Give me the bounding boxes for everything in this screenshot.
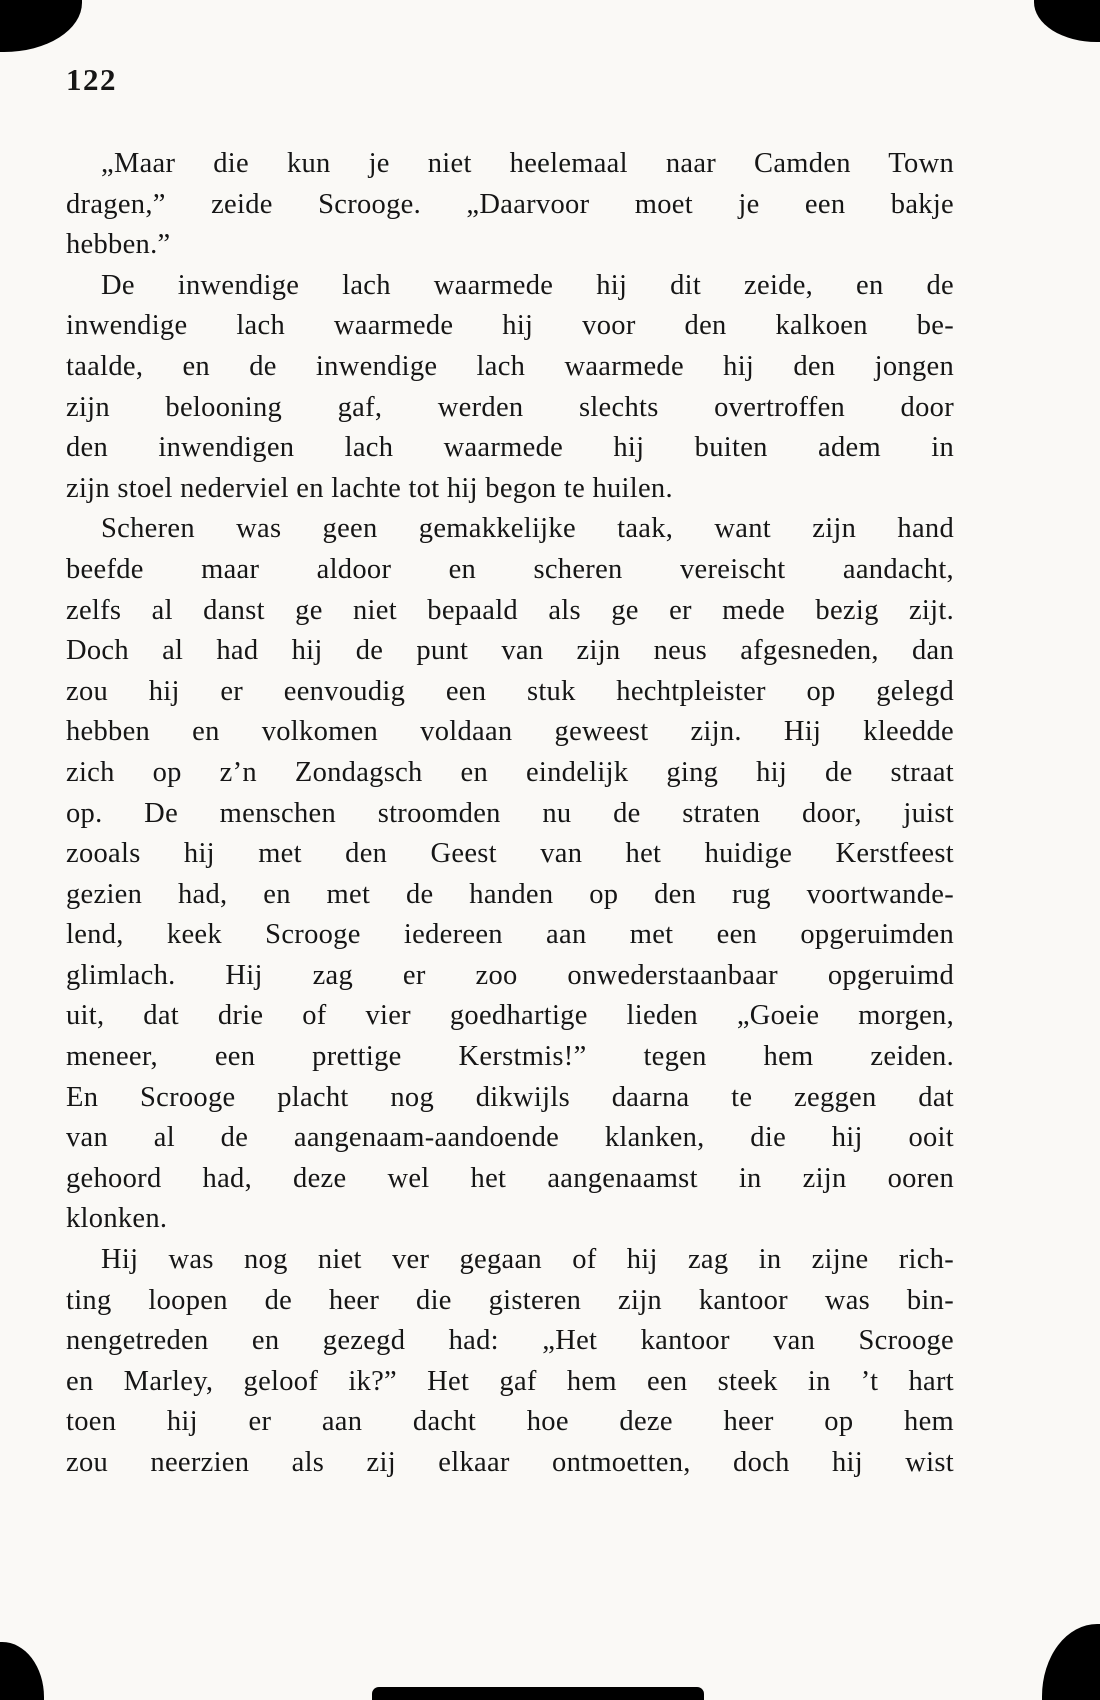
text-line: inwendige lach waarmede hij voor den kalkoen be- [66, 310, 954, 342]
paragraph [66, 144, 954, 266]
text-line: uit, dat drie of vier goedhartige lieden „Goeie morgen, [66, 1000, 954, 1032]
scan-artifact-bottom-right [1042, 1624, 1100, 1700]
text-line: van al de aangenaam-aandoende klanken, die hij ooit [66, 1122, 954, 1154]
paragraph [66, 266, 954, 510]
text-line: Scheren was geen gemakkelijke taak, want zijn hand [101, 513, 954, 545]
text-line: „Maar die kun je niet heelemaal naar Camden Town [101, 148, 954, 179]
text-line: zou neerzien als zij elkaar ontmoetten, doch hij wist [66, 1447, 954, 1478]
text-line: zooals hij met den Geest van het huidige Kerstfeest [66, 838, 954, 870]
page-text [66, 144, 954, 1484]
text-line: zou hij er eenvoudig een stuk hechtpleister op gelegd [66, 675, 954, 707]
text-line: den inwendigen lach waarmede hij buiten adem in [66, 432, 954, 464]
text-line: hebben.” [66, 229, 171, 261]
text-line: zelfs al danst ge niet bepaald als ge er mede bezig zijt. [66, 594, 954, 626]
text-line: glimlach. Hij zag er zoo onwederstaanbaar opgeruimd [66, 959, 954, 991]
scan-artifact-top-left [0, 0, 82, 52]
text-line: hebben en volkomen voldaan geweest zijn. Hij kleedde [66, 716, 954, 748]
text-line: meneer, een prettige Kerstmis!” tegen hem zeiden. [66, 1041, 954, 1073]
paragraph [66, 509, 954, 1240]
text-line: gehoord had, deze wel het aangenaamst in zijn ooren [66, 1162, 954, 1194]
text-line: taalde, en de inwendige lach waarmede hij den jongen [66, 350, 954, 382]
scan-artifact-bottom-left [0, 1642, 44, 1700]
text-line: en Marley, geloof ik?” Het gaf hem een steek in ’t hart [66, 1365, 954, 1397]
text-line: dragen,” zeide Scrooge. „Daarvoor moet je een bakje [66, 188, 954, 220]
text-line: gezien had, en met de handen op den rug voortwande- [66, 878, 954, 910]
text-line: zijn belooning gaf, werden slechts overtroffen door [66, 391, 954, 423]
scan-artifact-top-right [1034, 0, 1100, 42]
text-line: nengetreden en gezegd had: „Het kantoor van Scrooge [66, 1325, 954, 1357]
text-line: ting loopen de heer die gisteren zijn kantoor was bin- [66, 1284, 954, 1316]
text-line: zijn stoel nederviel en lachte tot hij begon te huilen. [66, 472, 673, 504]
page-number: 122 [66, 62, 117, 97]
text-line: klonken. [66, 1203, 168, 1235]
paragraph [66, 1240, 954, 1484]
text-line: toen hij er aan dacht hoe deze heer op hem [66, 1406, 954, 1438]
text-line: lend, keek Scrooge iedereen aan met een opgeruimden [66, 919, 954, 951]
text-line: En Scrooge placht nog dikwijls daarna te zeggen dat [66, 1081, 954, 1113]
text-line: De inwendige lach waarmede hij dit zeide, en de [101, 269, 954, 301]
text-line: Hij was nog niet ver gegaan of hij zag in zijne rich- [101, 1244, 954, 1276]
text-line: beefde maar aldoor en scheren vereischt aandacht, [66, 553, 954, 585]
scan-artifact-bottom-bar [372, 1687, 704, 1700]
text-line: op. De menschen stroomden nu de straten door, juist [66, 797, 954, 829]
text-line: Doch al had hij de punt van zijn neus afgesneden, dan [66, 635, 954, 667]
text-line: zich op z’n Zondagsch en eindelijk ging hij de straat [66, 756, 954, 788]
